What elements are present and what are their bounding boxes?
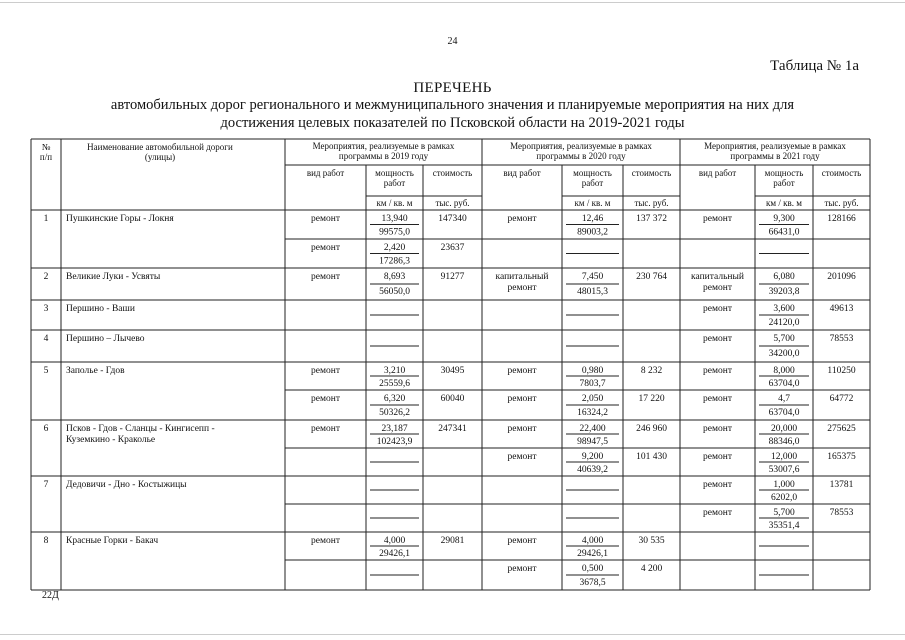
work-type: ремонт	[703, 214, 732, 224]
power-km: 22,400	[579, 424, 606, 434]
work-type: ремонт	[703, 452, 732, 462]
work-type: ремонт	[311, 536, 340, 546]
header-power: мощность	[375, 168, 414, 178]
header-unit-cost: тыс. руб.	[824, 198, 859, 208]
power-km: 4,7	[778, 394, 790, 404]
power-sqm: 56050,0	[379, 287, 410, 297]
work-type: ремонт	[507, 536, 537, 546]
power-km: 9,300	[773, 214, 795, 224]
header-work-type: вид работ	[698, 168, 737, 178]
work-type: ремонт	[703, 424, 732, 434]
power-km: 20,000	[770, 424, 798, 434]
power-sqm: 29426,1	[379, 549, 410, 559]
power-km: 3,600	[773, 304, 795, 314]
cost-value: 17 220	[638, 394, 665, 404]
work-type: ремонт	[311, 272, 340, 282]
road-name: Куземкино - Краколье	[66, 435, 156, 445]
cost-value: 246 960	[636, 424, 667, 434]
header-group-title: программы в 2021 году	[730, 151, 820, 161]
work-type: ремонт	[311, 366, 340, 376]
power-sqm: 99575,0	[379, 227, 410, 238]
header-cost: стоимость	[432, 168, 473, 178]
work-type: ремонт	[703, 480, 732, 490]
work-type: ремонт	[507, 564, 537, 574]
cost-value: 147340	[438, 214, 467, 224]
power-km: 0,500	[581, 564, 604, 574]
cost-value: 91277	[440, 272, 465, 282]
work-type: ремонт	[311, 243, 340, 253]
power-sqm: 16324,2	[577, 408, 608, 418]
header-cost: стоимость	[631, 168, 672, 178]
document-title: ПЕРЕЧЕНЬ	[413, 80, 492, 96]
power-sqm: 7803,7	[579, 379, 606, 389]
cost-value: 4 200	[640, 564, 663, 574]
work-type: ремонт	[703, 334, 732, 344]
cost-value: 230 764	[636, 272, 667, 282]
power-km: 5,700	[773, 508, 795, 518]
cost-value: 30 535	[638, 536, 665, 546]
header-power: работ	[581, 178, 604, 188]
power-sqm: 63704,0	[768, 379, 800, 389]
work-type: ремонт	[507, 452, 537, 462]
row-number: 4	[43, 334, 49, 344]
header-name: Наименование автомобильной дороги	[87, 142, 233, 152]
cost-value: 78553	[829, 334, 854, 344]
power-km: 8,693	[383, 272, 406, 282]
header-power: мощность	[573, 168, 612, 178]
header-cost: стоимость	[821, 168, 862, 178]
road-name: Першино - Ваши	[66, 304, 135, 314]
footer-code: 22Д	[42, 590, 59, 601]
power-sqm: 6202,0	[770, 493, 798, 503]
row-number: 5	[43, 366, 49, 376]
header-unit-cost: тыс. руб.	[634, 198, 669, 208]
cost-value: 165375	[827, 452, 856, 462]
work-type: ремонт	[703, 394, 732, 404]
work-type: ремонт	[703, 508, 732, 518]
header-num: п/п	[39, 152, 53, 162]
header-group-title: программы в 2019 году	[338, 151, 429, 161]
power-km: 23,187	[381, 424, 408, 434]
cost-value: 275625	[827, 424, 856, 434]
power-sqm: 53007,6	[768, 465, 800, 475]
power-km: 8,000	[773, 366, 795, 376]
subtitle-line-1: автомобильных дорог регионального и межмуниципального значения и планируемые мероприятия на них для	[110, 97, 795, 113]
power-km: 12,000	[770, 452, 798, 462]
subtitle-line-2: достижения целевых показателей по Псковской области на 2019-2021 годы	[220, 115, 685, 131]
work-type: ремонт	[703, 304, 732, 314]
cost-value: 64772	[829, 394, 854, 404]
cost-value: 110250	[827, 366, 856, 376]
row-number: 3	[43, 304, 49, 314]
header-unit-cost: тыс. руб.	[435, 198, 470, 208]
page-number: 24	[447, 36, 458, 47]
power-sqm: 17286,3	[379, 256, 410, 267]
power-sqm: 102423,9	[376, 437, 413, 447]
header-power: работ	[773, 178, 795, 188]
work-type: капитальный	[495, 272, 549, 282]
cost-value: 201096	[827, 272, 856, 282]
power-sqm: 39203,8	[768, 287, 800, 297]
road-name: Першино – Лычево	[66, 334, 145, 344]
road-name: Заполье - Гдов	[66, 366, 125, 376]
power-km: 9,200	[581, 452, 604, 462]
cost-value: 30495	[440, 366, 465, 376]
cost-value: 128166	[827, 214, 856, 224]
work-type: ремонт	[507, 283, 537, 293]
power-sqm: 88346,0	[768, 437, 800, 447]
work-type: ремонт	[311, 424, 340, 434]
power-sqm: 50326,2	[379, 408, 410, 418]
road-name: Пушкинские Горы - Локня	[66, 214, 174, 224]
road-name: Великие Луки - Усвяты	[66, 272, 161, 282]
power-km: 1,000	[773, 480, 795, 490]
cost-value: 13781	[829, 480, 854, 490]
cost-value: 29081	[440, 536, 465, 546]
power-km: 2,050	[581, 394, 604, 404]
header-work-type: вид работ	[306, 168, 345, 178]
power-km: 4,000	[581, 536, 604, 546]
header-group-title: Мероприятия, реализуемые в рамках	[312, 141, 455, 151]
power-sqm: 24120,0	[768, 318, 800, 328]
work-type: ремонт	[703, 366, 732, 376]
row-number: 2	[43, 272, 49, 282]
header-power: мощность	[764, 168, 804, 178]
power-km: 12,46	[581, 214, 604, 224]
scan-edge-bottom	[0, 634, 905, 635]
power-km: 0,980	[581, 366, 604, 376]
header-unit-power: км / кв. м	[766, 198, 802, 208]
power-km: 3,210	[383, 366, 406, 376]
power-sqm: 98947,5	[577, 437, 608, 447]
header-work-type: вид работ	[503, 168, 541, 178]
power-sqm: 40639,2	[577, 465, 608, 475]
work-type: ремонт	[507, 214, 537, 224]
power-sqm: 48015,3	[577, 287, 608, 297]
power-km: 13,940	[381, 214, 408, 224]
cost-value: 247341	[438, 424, 467, 434]
row-number: 7	[43, 480, 49, 490]
cost-value: 49613	[829, 304, 854, 314]
road-name: Дедовичи - Дно - Костыжицы	[66, 480, 187, 490]
cost-value: 137 372	[636, 214, 667, 224]
row-number: 1	[43, 214, 49, 224]
cost-value: 78553	[829, 508, 854, 518]
power-km: 6,320	[383, 394, 406, 404]
power-sqm: 66431,0	[768, 227, 800, 238]
power-km: 6,080	[773, 272, 795, 282]
header-unit-power: км / кв. м	[574, 198, 611, 208]
power-km: 4,000	[383, 536, 406, 546]
work-type: капитальный	[691, 272, 744, 282]
power-sqm: 29426,1	[577, 549, 608, 559]
road-name: Красные Горки - Бакач	[66, 536, 159, 546]
cost-value: 60040	[440, 394, 465, 404]
power-km: 5,700	[773, 334, 795, 344]
work-type: ремонт	[507, 366, 537, 376]
header-group-title: Мероприятия, реализуемые в рамках	[510, 141, 652, 151]
header-group-title: программы в 2020 году	[536, 151, 626, 161]
work-type: ремонт	[311, 394, 340, 404]
cost-value: 8 232	[640, 366, 663, 376]
cost-value: 23637	[440, 243, 465, 253]
work-type: ремонт	[703, 283, 732, 293]
power-sqm: 35351,4	[768, 521, 800, 531]
power-sqm: 63704,0	[768, 408, 800, 418]
cost-value: 101 430	[636, 452, 667, 462]
power-km: 2,420	[383, 243, 406, 253]
header-group-title: Мероприятия, реализуемые в рамках	[704, 141, 846, 151]
work-type: ремонт	[507, 394, 537, 404]
header-power: работ	[383, 178, 406, 188]
row-number: 6	[43, 424, 49, 434]
power-sqm: 3678,5	[579, 578, 606, 588]
power-km: 7,450	[581, 272, 604, 282]
row-number: 8	[43, 536, 49, 546]
header-name: (улицы)	[144, 152, 176, 162]
work-type: ремонт	[311, 214, 340, 224]
road-name: Псков - Гдов - Сланцы - Кингисепп -	[66, 424, 215, 434]
header-num: №	[41, 142, 51, 152]
power-sqm: 34200,0	[768, 349, 800, 359]
power-sqm: 89003,2	[577, 227, 608, 238]
power-sqm: 25559,6	[379, 379, 410, 389]
header-unit-power: км / кв. м	[376, 198, 413, 208]
table-label: Таблица № 1а	[770, 58, 859, 74]
work-type: ремонт	[507, 424, 537, 434]
